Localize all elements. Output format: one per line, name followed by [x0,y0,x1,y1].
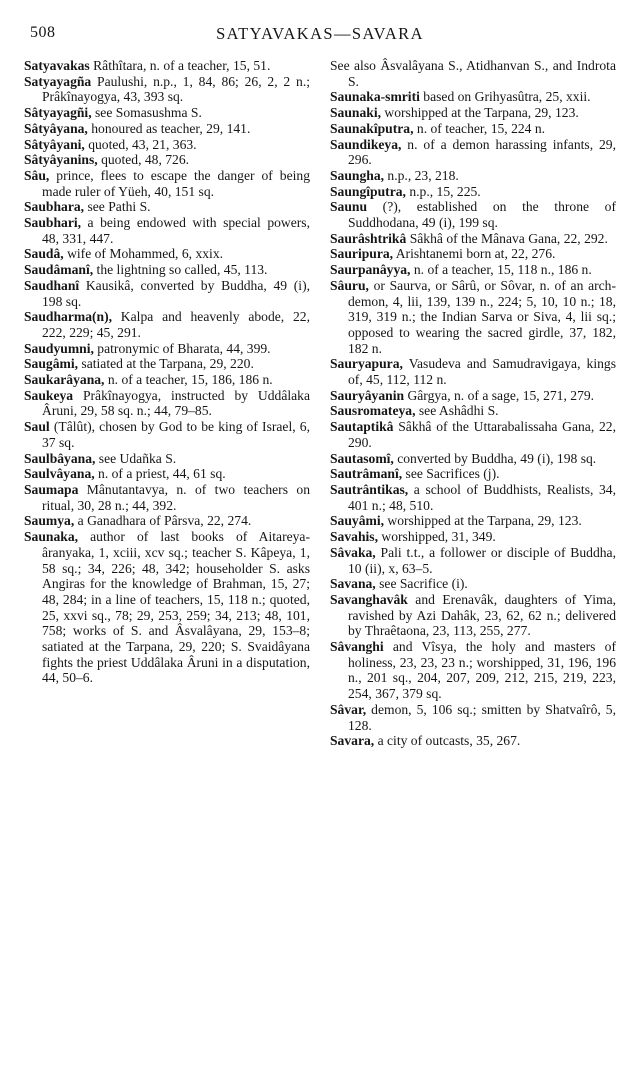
entry-text: Pali t.t., a follower or disciple of Buddha, 10 (ii), x, 63–5. [348,544,616,576]
entry-text: quoted, 48, 726. [97,152,190,168]
entry-text: satiated at the Tarpana, 29, 220. [78,356,254,372]
entry-headword: Saubhari, [24,215,82,231]
entry-headword: Saurâshtrikâ [330,230,407,246]
entry-text: Mânutantavya, n. of two teachers on ritual, 30, 28 n.; 44, 392. [42,481,310,513]
index-columns [24,58,616,749]
entry-headword: Saubhara, [24,199,85,215]
entry-headword: Sautrântikas, [330,481,409,497]
entry-text: (Tâlût), chosen by God to be king of Israel, 6, 37 sq. [42,419,310,450]
entry-text: Gârgya, n. of a sage, 15, 271, 279. [404,387,595,403]
index-entry [24,152,310,168]
entry-text: Kausikâ, converted by Buddha, 49 (i), 198 sq. [42,277,310,309]
entry-text: or Saurva, or Sârû, or Sôvar, n. of an arch-demon, 4, lii, 139, 139 n., 224; 5, 10, 10 n.; 18, 319, 319 n.; the Indian Sarva or Siva, 4, lii sq.; opposed to wearing the sacred girdle, 37, 182, 182 n. [348,277,616,356]
entry-text: n. of a priest, 44, 61 sq. [94,466,226,482]
index-entry [24,105,310,121]
entry-text: see Sacrifices (j). [402,466,500,482]
entry-headword: Sautrâmanî, [330,466,403,482]
entry-text: Sâkhâ of the Uttarabalissaha Gana, 22, 290. [348,419,616,450]
index-entry [24,167,310,199]
entry-text: prince, flees to escape the danger of being made ruler of Yüeh, 40, 151 sq. [42,167,310,199]
index-entry [330,419,616,450]
entry-headword: Savahis, [330,529,378,545]
entry-text: wife of Mohammed, 6, xxix. [63,246,224,262]
index-entry [24,340,310,357]
entry-text: n.p., 23, 218. [384,167,459,183]
entry-headword: Saunaka, [24,529,79,545]
entry-text: see Ashâdhi S. [415,403,499,419]
index-entry [24,387,310,419]
entry-text: a school of Buddhists, Realists, 34, 401 n.; 48, 510. [348,481,616,513]
entry-headword: Sâtyayagñi, [24,105,92,121]
entry-text: worshipped, 31, 349. [377,529,496,545]
entry-headword: Saudâmanî, [24,262,94,278]
entry-headword: Savara, [330,733,375,749]
index-entry [330,576,616,592]
entry-text: a being endowed with special powers, 48, 331, 447. [42,215,310,246]
entry-text: Vasudeva and Samudravigaya, kings of, 45, 112, 112 n. [348,356,616,388]
entry-headword: Sauryâyanin [330,387,405,403]
entry-text: a city of outcasts, 35, 267. [374,733,521,749]
entry-headword: Saul [24,419,50,435]
index-entry [24,309,310,340]
index-entry [24,450,310,467]
entry-headword: Sâvanghi [330,639,384,655]
entry-headword: Saugâmi, [24,356,79,372]
entry-text: Sâkhâ of the Mânava Gana, 22, 292. [406,230,608,246]
index-entry [330,529,616,545]
entry-text: quoted, 43, 21, 363. [84,136,197,152]
index-entry [330,136,616,168]
index-entry [24,58,310,74]
index-entry [24,466,310,482]
entry-headword: Sauryapura, [330,356,403,372]
entry-text: n. of teacher, 15, 224 n. [413,120,546,136]
index-entry [330,183,616,200]
entry-headword: Sâtyâyana, [24,120,88,136]
entry-headword: Saumapa [24,481,79,497]
entry-headword: Sautasomî, [330,450,394,466]
index-entry [330,701,616,733]
entry-headword: Sautaptikâ [330,419,394,435]
index-entry [24,199,310,215]
entry-headword: Saurpanâyya, [330,262,411,278]
entry-headword: Saukarâyana, [24,372,105,388]
index-entry [330,167,616,184]
entry-headword: Saukeya [24,387,74,403]
entry-headword: Satyavakas [24,58,90,73]
entry-headword: Saudharma(n), [24,309,113,325]
index-entry [24,262,310,278]
entry-headword: Saumya, [24,513,75,529]
entry-headword: Sâuru, [330,277,369,293]
index-entry [330,544,616,576]
entry-headword: Saunu [330,199,368,215]
entry-text: see Pathi S. [84,199,151,215]
entry-text: see Sacrifice (i). [375,576,468,592]
index-entry [24,246,310,262]
index-entry [330,199,616,231]
entry-text: Arishtanemi born at, 22, 276. [393,246,556,262]
entry-text: n. of a demon harassing infants, 29, 296. [348,136,616,168]
entry-headword: Saulbâyana, [24,450,96,466]
index-entry [330,356,616,388]
index-entry [330,262,616,278]
entry-text: and Erenavâk, daughters of Yima, ravished by Azi Dahâk, 23, 62, 62 n.; delivered by Thraêtaona, 23, 113, 255, 277. [348,591,616,639]
entry-text: see Somasushma S. [91,105,202,121]
index-entry [330,89,616,105]
index-entry [330,403,616,419]
entry-headword: Saungîputra, [330,183,406,199]
index-entry [330,466,616,482]
index-entry [330,733,616,749]
index-entry [24,372,310,388]
entry-text: worshipped at the Tarpana, 29, 123. [381,105,579,121]
index-entry [24,481,310,513]
entry-headword: Saudyumni, [24,340,94,356]
entry-headword: Sâtyâyanins, [24,152,98,168]
index-entry [330,481,616,513]
entry-headword: Sâu, [24,167,50,183]
index-entry [330,246,616,262]
index-entry [24,529,310,686]
entry-text: worshipped at the Tarpana, 29, 123. [384,513,582,529]
entry-text: (?), established on the throne of Suddhodana, 49 (i), 199 sq. [348,199,616,231]
entry-text: and Vîsya, the holy and masters of holiness, 23, 23, 23 n.; worshipped, 31, 196, 196 n., 201 sq., 204, 207, 209, 212, 215, 219, 223, 254, 367, 379 sq. [348,639,616,702]
index-entry [24,356,310,372]
index-entry [330,120,616,137]
index-entry [330,277,616,357]
page-number: 508 [30,24,56,41]
entry-text: based on Grihyasûtra, 25, xxii. [419,89,591,105]
index-entry [330,387,616,404]
index-entry [24,513,310,529]
entry-text: See also Âsvalâyana S., Atidhanvan S., and Indrota S. [330,58,616,89]
entry-headword: Saungha, [330,167,385,183]
index-entry [330,639,616,702]
entry-headword: Sausromateya, [330,403,416,419]
entry-headword: Saunaki, [330,105,382,121]
entry-text: see Udañka S. [95,450,177,466]
index-entry [24,215,310,246]
entry-headword: Saudâ, [24,246,64,262]
index-entry [330,513,616,529]
entry-headword: Saunaka-smriti [330,89,420,105]
entry-text: a Ganadhara of Pârsva, 22, 274. [74,513,252,529]
entry-headword: Saudhanî [24,277,80,293]
index-entry [330,450,616,467]
entry-headword: Sâvaka, [330,544,376,560]
entry-headword: Savanghavâk [330,591,408,607]
entry-headword: Saunakîputra, [330,120,414,136]
entry-headword: Sâvar, [330,701,367,717]
entry-headword: Sâtyâyani, [24,136,85,152]
entry-text: Prâkînayogya, instructed by Uddâlaka Âruni, 29, 58 sq. n.; 44, 79–85. [42,387,310,419]
index-entry [330,58,616,89]
index-entry [24,120,310,137]
index-entry [330,591,616,639]
entry-text: demon, 5, 106 sq.; smitten by Shatvaîrô, 5, 128. [348,701,616,733]
index-entry [24,136,310,153]
entry-text: Kalpa and heavenly abode, 22, 222, 229; 45, 291. [42,309,310,340]
entry-text: Râthîtara, n. of a teacher, 15, 51. [89,58,271,73]
entry-text: n.p., 15, 225. [405,183,481,199]
entry-headword: Saundikeya, [330,136,402,152]
entry-text: author of last books of Aitareya-âranyaka, 1, xciii, xcv sq.; teacher S. Kâpeya, 1, 58 sq.; 34, 226; 48, 342; householder S. asks Angiras for the knowledge of Brahman, 15, 27; 48, 284; in a line of teachers, 15, 118 n.; quoted, 25, xxvi sq., 78; 29, 253, 259; 34, 213; 48, 101, 758; works of S. and Âsvalâyana, 29, 153–8; satiated at the Tarpana, 29, 220; S. Svaidâyana fights the priest Uddâlaka Âruni in a disputation, 44, 50–6. [42,529,310,686]
entry-headword: Sauripura, [330,246,394,262]
entry-headword: Saulvâyana, [24,466,95,482]
index-entry [330,105,616,121]
left-column [24,58,310,749]
entry-text: honoured as teacher, 29, 141. [87,120,251,136]
running-head: SATYAVAKAS—SAVARA [216,24,424,43]
entry-text: n. of a teacher, 15, 118 n., 186 n. [410,262,592,278]
entry-text: patronymic of Bharata, 44, 399. [93,340,271,356]
entry-headword: Savana, [330,576,376,592]
entry-text: n. of a teacher, 15, 186, 186 n. [104,372,273,388]
index-entry [24,277,310,309]
entry-headword: Sauyâmi, [330,513,385,529]
right-column [330,58,616,749]
page-header [24,24,616,46]
index-entry [330,230,616,247]
index-entry [24,73,310,105]
entry-text: Paulushi, n.p., 1, 84, 86; 26, 2, 2 n.; Prâkînayogya, 43, 393 sq. [42,73,310,105]
index-entry [24,419,310,450]
entry-text: converted by Buddha, 49 (i), 198 sq. [393,450,597,466]
entry-text: the lightning so called, 45, 113. [93,262,268,278]
entry-headword: Satyayagña [24,73,92,89]
